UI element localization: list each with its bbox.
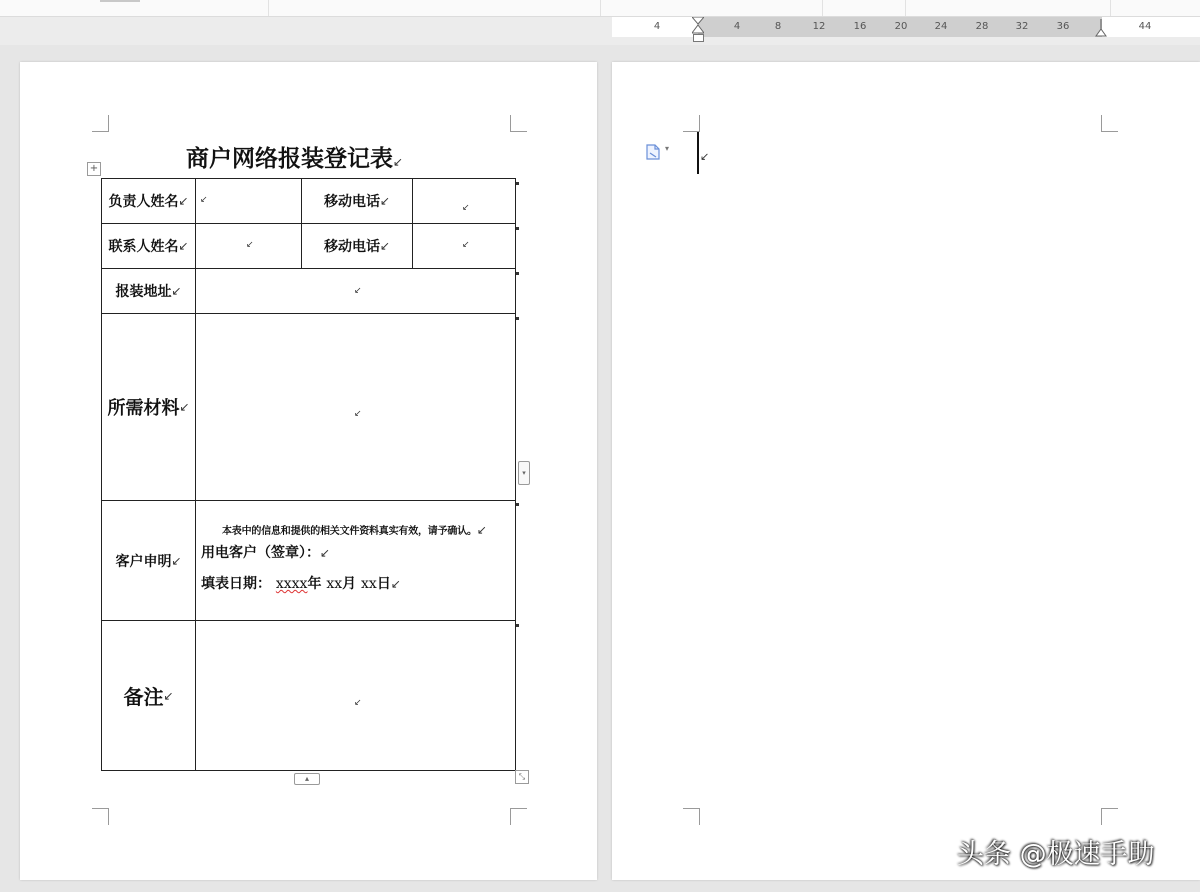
ruler-number: 20 — [894, 21, 908, 32]
mobile-value-cell-1[interactable]: ↙ — [462, 203, 470, 213]
document-page-2[interactable] — [612, 62, 1200, 880]
toolbar-separator — [905, 0, 906, 16]
application-statement[interactable] — [222, 522, 487, 537]
paragraph-mark: ↙ — [320, 546, 331, 560]
ruler-number: 8 — [774, 21, 782, 32]
toolbar-separator — [1110, 0, 1111, 16]
toolbar-separator — [600, 0, 601, 16]
paragraph-mark: ↙ — [171, 553, 182, 568]
toolbar-tab-indicator — [100, 0, 140, 2]
paragraph-mark: ↙ — [700, 150, 710, 163]
first-line-indent-marker[interactable] — [692, 17, 704, 34]
table-border — [412, 178, 413, 268]
row-end-mark — [516, 317, 519, 320]
ruler-number: 4 — [733, 21, 741, 32]
row-end-mark — [516, 182, 519, 185]
margin-corner-marker — [1101, 115, 1118, 132]
toolbar-separator — [268, 0, 269, 16]
mobile-label-1: 移动电话 — [323, 194, 380, 210]
ruler-number: 4 — [653, 21, 661, 32]
ruler-number: 32 — [1015, 21, 1029, 32]
table-border — [195, 178, 196, 771]
date-day: xx — [361, 576, 377, 592]
chevron-down-icon[interactable]: ▾ — [665, 144, 670, 153]
toolbar-strip — [0, 0, 1200, 17]
add-row-button[interactable]: ▴ — [294, 773, 320, 785]
watermark: 头条 @极速手助 — [957, 839, 1155, 870]
paragraph-mark: ↙ — [476, 523, 487, 537]
right-indent-marker[interactable] — [1095, 19, 1107, 37]
mobile-label-cell-2[interactable] — [302, 224, 412, 268]
row-end-mark — [516, 503, 519, 506]
paragraph-mark: ↙ — [390, 577, 401, 591]
ruler-number: 36 — [1056, 21, 1070, 32]
margin-corner-marker — [683, 808, 700, 825]
left-indent-marker[interactable] — [693, 34, 704, 42]
margin-corner-marker — [510, 115, 527, 132]
mobile-label-cell-1[interactable] — [302, 179, 412, 223]
row-end-mark — [516, 624, 519, 627]
add-column-button[interactable]: ▾ — [518, 461, 530, 485]
form-title[interactable] — [186, 140, 446, 173]
date-label: 填表日期： — [201, 576, 271, 592]
liaison-name-label-cell[interactable] — [102, 224, 195, 268]
document-icon[interactable] — [646, 144, 660, 160]
paragraph-mark: ↙ — [178, 194, 189, 208]
date-year: xxxx — [275, 576, 308, 592]
contact-name-value-cell[interactable]: ↙ — [200, 195, 208, 205]
materials-label-cell[interactable] — [102, 314, 195, 500]
notes-label-cell[interactable] — [102, 621, 195, 770]
margin-corner-marker — [1101, 808, 1118, 825]
address-label: 报装地址 — [115, 284, 172, 300]
liaison-name-label: 联系人姓名 — [108, 239, 179, 255]
address-label-cell[interactable] — [102, 269, 195, 313]
notes-value-cell[interactable]: ↙ — [354, 698, 362, 708]
paragraph-mark: ↙ — [178, 239, 189, 253]
table-border — [515, 178, 516, 771]
signature-line-text: 用电客户（签章）： — [201, 545, 320, 561]
ruler-number: 16 — [853, 21, 867, 32]
date-month: xx — [326, 576, 343, 592]
contact-name-label: 负责人姓名 — [108, 194, 179, 210]
margin-corner-marker — [510, 808, 527, 825]
paragraph-mark: ↙ — [179, 400, 190, 414]
form-title-text: 商户网络报装登记表 — [186, 145, 393, 172]
margin-corner-marker — [683, 115, 700, 132]
horizontal-ruler[interactable] — [0, 17, 1200, 45]
contact-name-label-cell[interactable] — [102, 179, 195, 223]
paragraph-mark: ↙ — [171, 284, 182, 298]
ruler-number: 44 — [1138, 21, 1152, 32]
margin-corner-marker — [92, 115, 109, 132]
paragraph-mark: ↙ — [163, 688, 174, 703]
table-border — [101, 770, 516, 771]
ruler-number: 28 — [975, 21, 989, 32]
application-statement-text: 本表中的信息和提供的相关文件资料真实有效，请予确认。 — [222, 526, 477, 537]
text-cursor — [697, 132, 699, 174]
row-end-mark — [516, 227, 519, 230]
date-month-unit: 月 — [342, 576, 357, 592]
row-end-mark — [516, 272, 519, 275]
margin-corner-marker — [92, 808, 109, 825]
paragraph-mark: ↙ — [379, 239, 391, 253]
date-line[interactable] — [201, 573, 401, 593]
date-day-unit: 日 — [376, 576, 391, 592]
address-value-cell[interactable]: ↙ — [354, 286, 362, 296]
date-year-unit: 年 — [307, 576, 322, 592]
toolbar-separator — [822, 0, 823, 16]
notes-label: 备注 — [123, 685, 164, 709]
application-label: 客户申明 — [115, 553, 172, 570]
table-resize-handle[interactable]: ⤡ — [515, 770, 529, 784]
ruler-number: 24 — [934, 21, 948, 32]
mobile-value-cell-2[interactable]: ↙ — [462, 240, 470, 250]
ruler-number: 12 — [812, 21, 826, 32]
table-move-handle[interactable]: + — [87, 162, 101, 176]
application-label-cell[interactable] — [102, 501, 195, 620]
materials-label: 所需材料 — [107, 398, 180, 419]
paragraph-mark: ↙ — [393, 155, 404, 169]
signature-line[interactable] — [201, 542, 330, 562]
liaison-name-value-cell[interactable]: ↙ — [246, 240, 254, 250]
paragraph-mark: ↙ — [379, 194, 391, 208]
mobile-label-2: 移动电话 — [323, 239, 380, 255]
materials-value-cell[interactable]: ↙ — [354, 409, 362, 419]
